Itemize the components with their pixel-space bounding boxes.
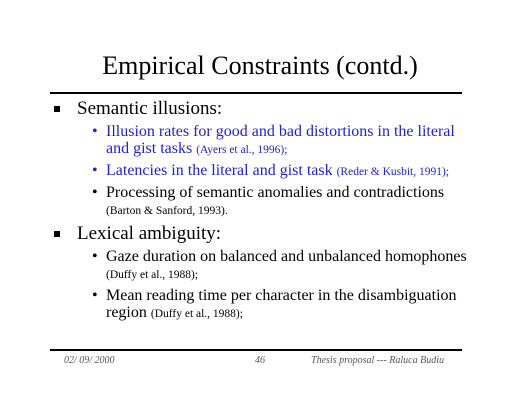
bullet-text: Mean reading time per character in the disambiguation region bbox=[106, 287, 457, 321]
sub-bullet-processing-anomalies bbox=[92, 184, 474, 220]
bullet-lexical-ambiguity bbox=[54, 223, 474, 245]
title-divider bbox=[50, 92, 462, 94]
sub-bullet-gaze-duration bbox=[92, 248, 474, 284]
citation: (Duffy et al., 1988); bbox=[150, 308, 243, 320]
round-bullet-icon: • bbox=[92, 123, 98, 140]
footer-date: 02/ 09/ 2000 bbox=[64, 355, 115, 366]
slide-title: Empirical Constraints (contd.) bbox=[102, 51, 418, 80]
footer-divider bbox=[50, 349, 462, 351]
bullet-semantic-illusions bbox=[54, 98, 474, 120]
bullet-text: Gaze duration on balanced and unbalanced homophones bbox=[106, 248, 467, 265]
footer-page-number: 46 bbox=[255, 355, 265, 366]
citation: (Barton & Sanford, 1993). bbox=[106, 205, 228, 217]
bullet-text: Latencies in the literal and gist task bbox=[106, 162, 333, 179]
bullet-text: Processing of semantic anomalies and contradictions bbox=[106, 184, 445, 201]
section-heading: Lexical ambiguity: bbox=[77, 223, 222, 244]
sub-bullet-latencies bbox=[92, 162, 474, 181]
square-bullet-icon bbox=[54, 231, 60, 237]
citation: (Duffy et al., 1988); bbox=[106, 269, 199, 281]
round-bullet-icon: • bbox=[92, 248, 98, 265]
slide-content bbox=[54, 96, 474, 323]
square-bullet-icon bbox=[54, 106, 60, 112]
footer-credit: Thesis proposal --- Raluca Budiu bbox=[311, 355, 444, 366]
round-bullet-icon: • bbox=[92, 184, 98, 201]
citation: (Reder & Kusbit, 1991); bbox=[336, 166, 450, 178]
citation: (Ayers et al., 1996); bbox=[196, 144, 288, 156]
bullet-text: Illusion rates for good and bad distortions in the literal and gist tasks bbox=[106, 123, 455, 157]
round-bullet-icon: • bbox=[92, 162, 98, 179]
sub-bullet-illusion-rates bbox=[92, 123, 474, 159]
sub-bullet-mean-reading-time bbox=[92, 287, 474, 323]
section-heading: Semantic illusions: bbox=[77, 98, 223, 119]
round-bullet-icon: • bbox=[92, 287, 98, 304]
